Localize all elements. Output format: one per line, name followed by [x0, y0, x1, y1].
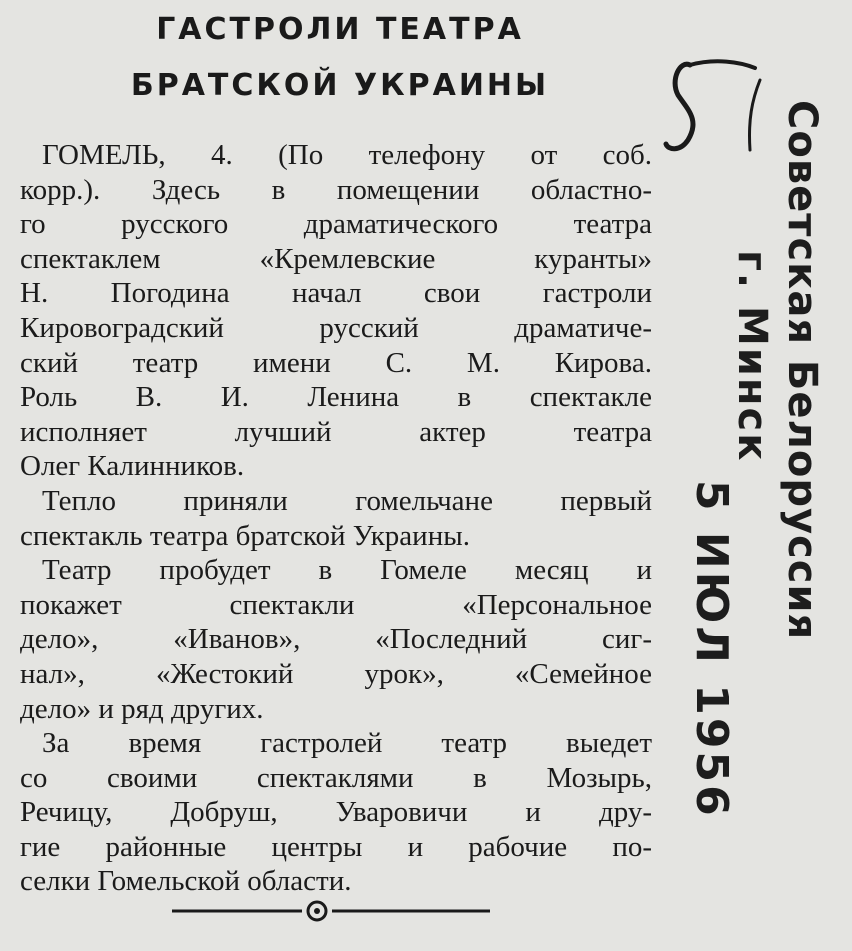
article-line: спектаклем «Кремлевские куранты»	[20, 242, 652, 275]
stamp-date: 5 ИЮЛ 1956	[686, 480, 737, 819]
headline-line-1: ГАСТРОЛИ ТЕАТРА	[156, 12, 524, 47]
article-line: со своими спектаклями в Мозырь,	[20, 761, 652, 794]
stamp-city: г. Минск	[729, 250, 775, 463]
article-line: ский театр имени С. М. Кирова.	[20, 346, 652, 379]
article-line: Роль В. И. Ленина в спектакле	[20, 381, 652, 414]
article-line: Речицу, Добруш, Уваровичи и дру-	[20, 796, 652, 829]
article-line: дело» и ряд других.	[20, 692, 264, 725]
article-body	[20, 138, 652, 899]
article-line: Олег Калинников.	[20, 450, 245, 483]
article-line: корр.). Здесь в помещении областно-	[20, 173, 652, 206]
article-line: исполняет лучший актер театра	[20, 415, 652, 448]
stamp-newspaper-name: Советская Белоруссия	[779, 100, 825, 641]
article-line: нал», «Жестокий урок», «Семейное	[20, 657, 652, 690]
article-line: ГОМЕЛЬ, 4. (По телефону от соб.	[42, 139, 652, 171]
article-line: Театр пробудет в Гомеле месяц и	[42, 554, 652, 587]
article-line: Тепло приняли гомельчане первый	[42, 484, 652, 517]
article-line: селки Гомельской области.	[20, 865, 352, 898]
ornament-divider	[172, 896, 492, 926]
article-line: покажет спектакли «Персональное	[20, 588, 652, 621]
article-line: го русского драматического театра	[20, 208, 652, 241]
article-line: дело», «Иванов», «Последний сиг-	[20, 623, 652, 656]
article-line: Кировоградский русский драматиче-	[20, 311, 652, 344]
article-line: За время гастролей театр выедет	[42, 727, 652, 760]
headline-line-2: БРАТСКОЙ УКРАИНЫ	[130, 68, 550, 103]
article-line: спектакль театра братской Украины.	[20, 519, 470, 552]
archive-stamp	[665, 60, 845, 940]
article-line: гие районные центры и рабочие по-	[20, 830, 652, 863]
article-line: Н. Погодина начал свои гастроли	[20, 277, 652, 310]
